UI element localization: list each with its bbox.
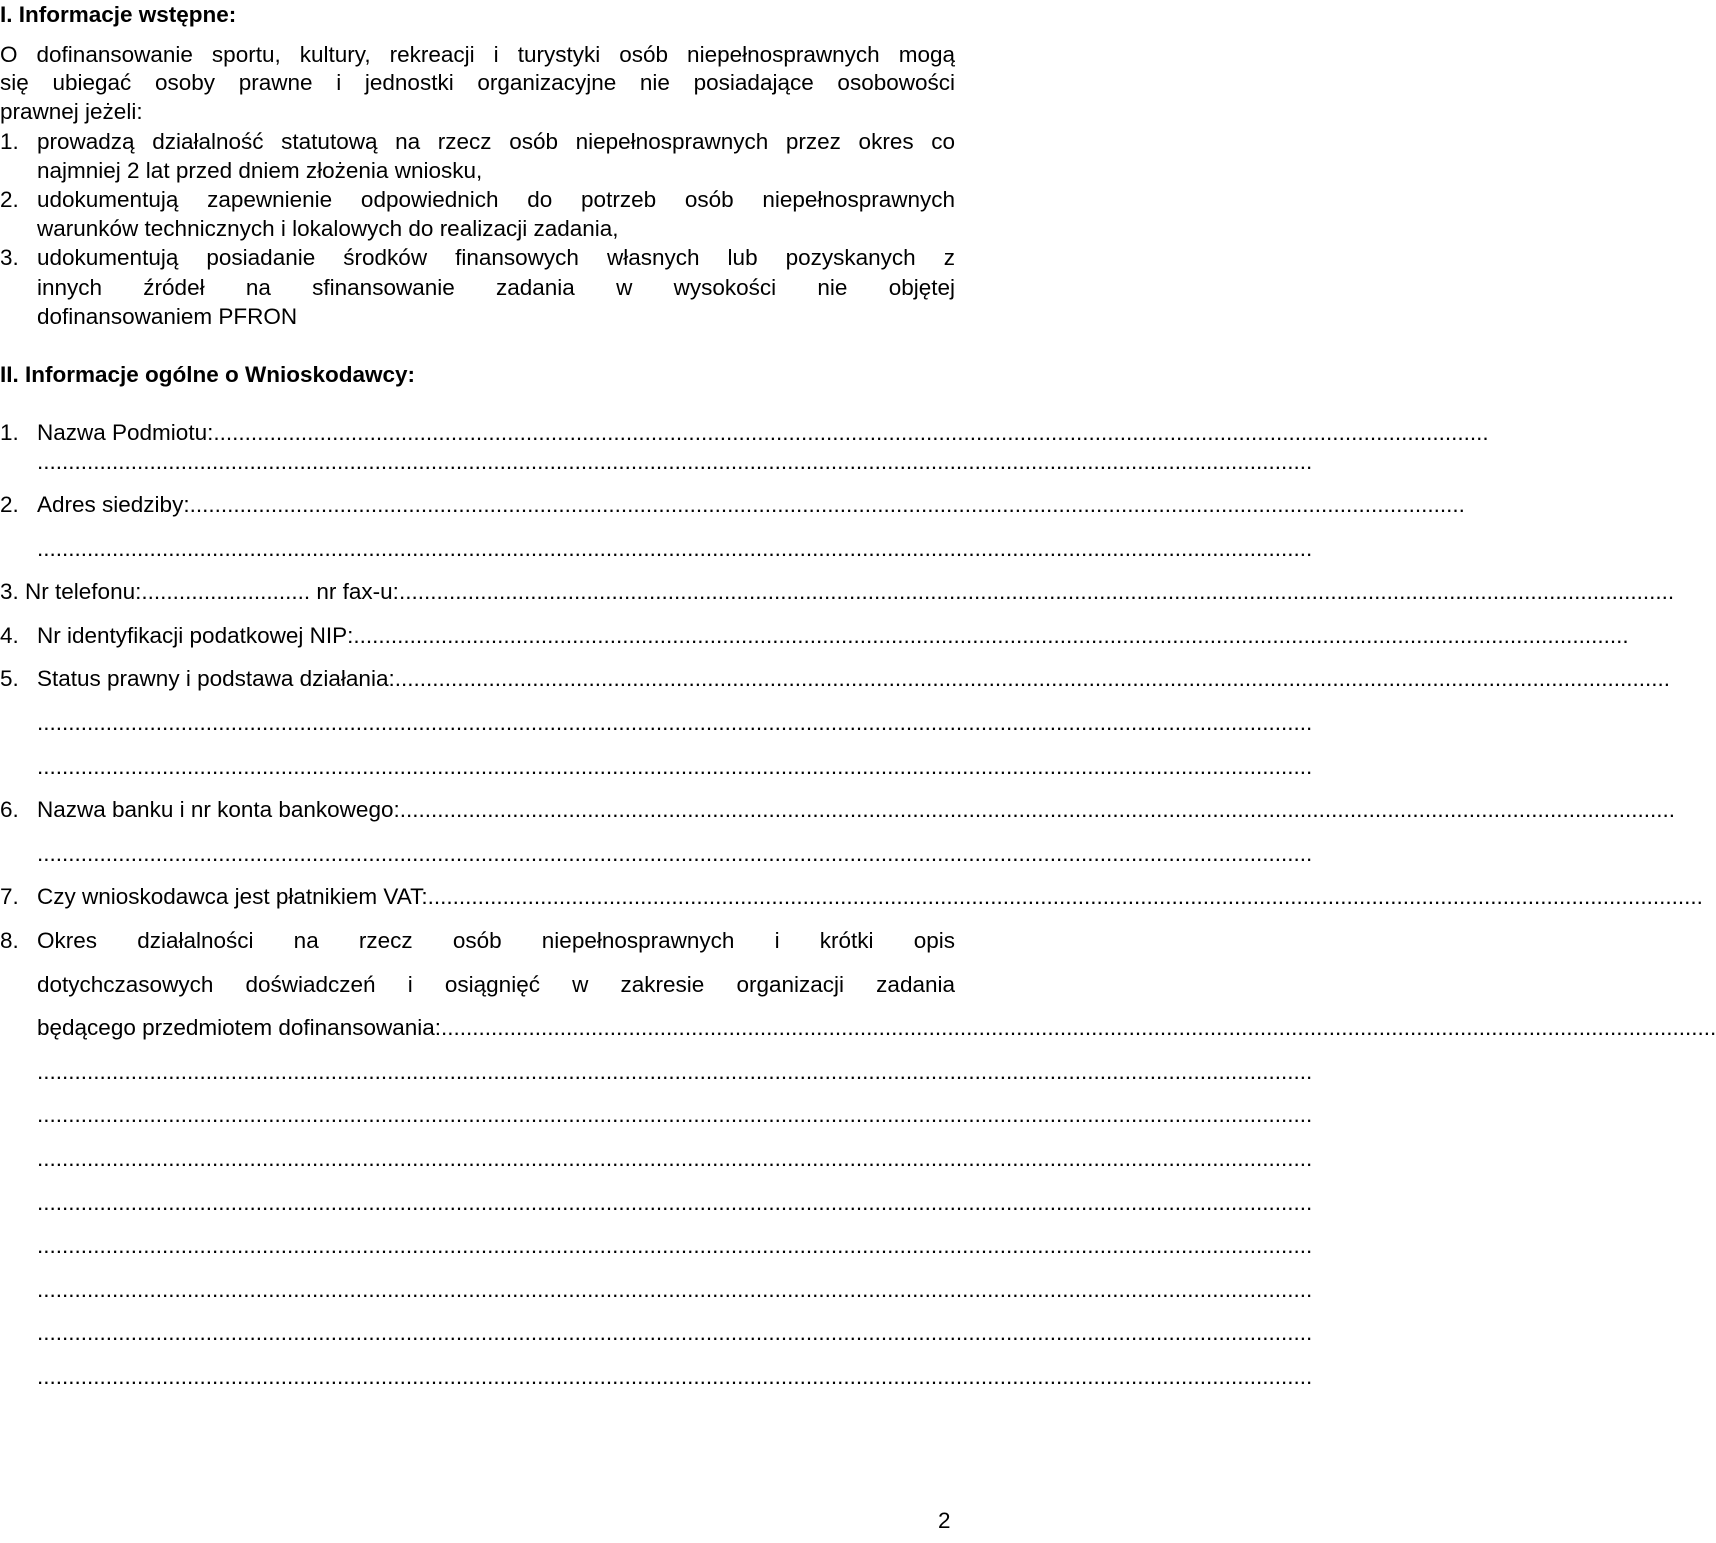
field-8-fill-dots: ............................................................................................................................................................................................................ [441, 1015, 1716, 1040]
field-4-nip-input[interactable] [37, 623, 1629, 648]
field-5-fill-dots: ............................................................................................................................................................................................................ [394, 666, 1670, 691]
condition-1-line-1: prowadzą działalność statutową na rzecz osób niepełnosprawnych przez okres co [37, 129, 955, 154]
intro-line-1: O dofinansowanie sportu, kultury, rekreacji i turystyki osób niepełnosprawnych mogą [0, 42, 955, 67]
field-8-continuation-dots-1: ............................................................................................................................................................................................................ [37, 1059, 1313, 1084]
field-3-fax-dots: ............................................................................................................................................................................................................ [398, 579, 1675, 604]
field-8-continuation-dots-8: ............................................................................................................................................................................................................ [37, 1364, 1313, 1389]
field-2-address-input[interactable] [37, 492, 1465, 517]
field-8-continuation-dots-4: ............................................................................................................................................................................................................ [37, 1190, 1313, 1215]
condition-2-line-2: warunków technicznych i lokalowych do realizacji zadania, [37, 216, 619, 241]
condition-1-line-2: najmniej 2 lat przed dniem złożenia wniosku, [37, 158, 483, 183]
condition-2-line-1: udokumentują zapewnienie odpowiednich do potrzeb osób niepełnosprawnych [37, 187, 955, 212]
field-6-fill-dots: ............................................................................................................................................................................................................ [399, 797, 1675, 822]
field-6-bank-input[interactable] [37, 797, 1675, 822]
field-1-name-input[interactable] [37, 420, 1489, 445]
field-8-continuation-dots-2: ............................................................................................................................................................................................................ [37, 1102, 1313, 1127]
field-4-number: 4. [0, 623, 19, 648]
field-4-label: Nr identyfikacji podatkowej NIP: [37, 623, 354, 648]
field-6-continuation-dots: ............................................................................................................................................................................................................ [37, 841, 1313, 866]
field-1-fill-dots: ............................................................................................................................................................................................................ [213, 420, 1489, 445]
condition-1-number: 1. [0, 129, 19, 154]
page-number: 2 [938, 1508, 951, 1533]
field-1-number: 1. [0, 420, 19, 445]
field-8-continuation-dots-7: ............................................................................................................................................................................................................ [37, 1320, 1313, 1345]
field-8-continuation-input-1[interactable] [37, 1059, 1313, 1084]
field-2-fill-dots: ............................................................................................................................................................................................................ [189, 492, 1465, 517]
field-8-continuation-input-8[interactable] [37, 1364, 1313, 1389]
field-8-line-3: będącego przedmiotem dofinansowania: [37, 1015, 442, 1040]
field-3-phone-fax-input[interactable] [0, 579, 1675, 604]
section-1-heading: I. Informacje wstępne: [0, 2, 237, 27]
field-5-label: Status prawny i podstawa działania: [37, 666, 395, 691]
field-7-fill-dots: ............................................................................................................................................................................................................ [427, 884, 1703, 909]
field-7-label: Czy wnioskodawca jest płatnikiem VAT: [37, 884, 428, 909]
field-5-number: 5. [0, 666, 19, 691]
field-2-number: 2. [0, 492, 19, 517]
condition-3-line-2: innych źródeł na sfinansowanie zadania w wysokości nie objętej [37, 275, 955, 300]
field-7-number: 7. [0, 884, 19, 909]
field-8-continuation-input-2[interactable] [37, 1102, 1313, 1127]
field-6-continuation-input[interactable] [37, 841, 1313, 866]
field-1-label: Nazwa Podmiotu: [37, 420, 214, 445]
condition-3-line-1: udokumentują posiadanie środków finansowych własnych lub pozyskanych z [37, 245, 955, 270]
condition-2-number: 2. [0, 187, 19, 212]
field-5-continuation-dots-2: ............................................................................................................................................................................................................ [37, 754, 1313, 779]
field-5-continuation-input-1[interactable] [37, 710, 1313, 735]
field-5-continuation-dots-1: ............................................................................................................................................................................................................ [37, 710, 1313, 735]
field-3-fax-label: nr fax-u: [316, 579, 399, 604]
field-1-continuation-dots: ............................................................................................................................................................................................................ [37, 449, 1313, 474]
field-8-continuation-input-4[interactable] [37, 1190, 1313, 1215]
field-6-number: 6. [0, 797, 19, 822]
field-5-continuation-input-2[interactable] [37, 754, 1313, 779]
field-8-continuation-input-6[interactable] [37, 1277, 1313, 1302]
section-2-heading: II. Informacje ogólne o Wnioskodawcy: [0, 362, 416, 387]
field-2-continuation-dots: ............................................................................................................................................................................................................ [37, 536, 1313, 561]
field-4-fill-dots: ............................................................................................................................................................................................................ [353, 623, 1629, 648]
field-8-continuation-input-7[interactable] [37, 1320, 1313, 1345]
field-3-phone-dots: ........................... [141, 579, 311, 604]
field-1-continuation-input[interactable] [37, 449, 1313, 474]
condition-3-number: 3. [0, 245, 19, 270]
field-8-continuation-dots-6: ............................................................................................................................................................................................................ [37, 1277, 1313, 1302]
intro-line-3: prawnej jeżeli: [0, 99, 143, 124]
field-2-continuation-input[interactable] [37, 536, 1313, 561]
field-8-continuation-input-3[interactable] [37, 1146, 1313, 1171]
field-8-line-2: dotychczasowych doświadczeń i osiągnięć w zakresie organizacji zadania [37, 972, 955, 997]
field-7-vat-input[interactable] [37, 884, 1703, 909]
field-2-label: Adres siedziby: [37, 492, 190, 517]
field-8-description-input[interactable] [37, 1015, 1716, 1040]
field-8-continuation-input-5[interactable] [37, 1233, 1313, 1258]
field-6-label: Nazwa banku i nr konta bankowego: [37, 797, 400, 822]
field-8-number: 8. [0, 928, 19, 953]
field-8-line-1: Okres działalności na rzecz osób niepełnosprawnych i krótki opis [37, 928, 955, 953]
field-3-label: Nr telefonu: [25, 579, 142, 604]
field-8-continuation-dots-3: ............................................................................................................................................................................................................ [37, 1146, 1313, 1171]
condition-3-line-3: dofinansowaniem PFRON [37, 304, 298, 329]
intro-line-2: się ubiegać osoby prawne i jednostki organizacyjne nie posiadające osobowości [0, 70, 955, 95]
field-8-continuation-dots-5: ............................................................................................................................................................................................................ [37, 1233, 1313, 1258]
field-5-status-input[interactable] [37, 666, 1670, 691]
field-3-number: 3. [0, 579, 19, 604]
